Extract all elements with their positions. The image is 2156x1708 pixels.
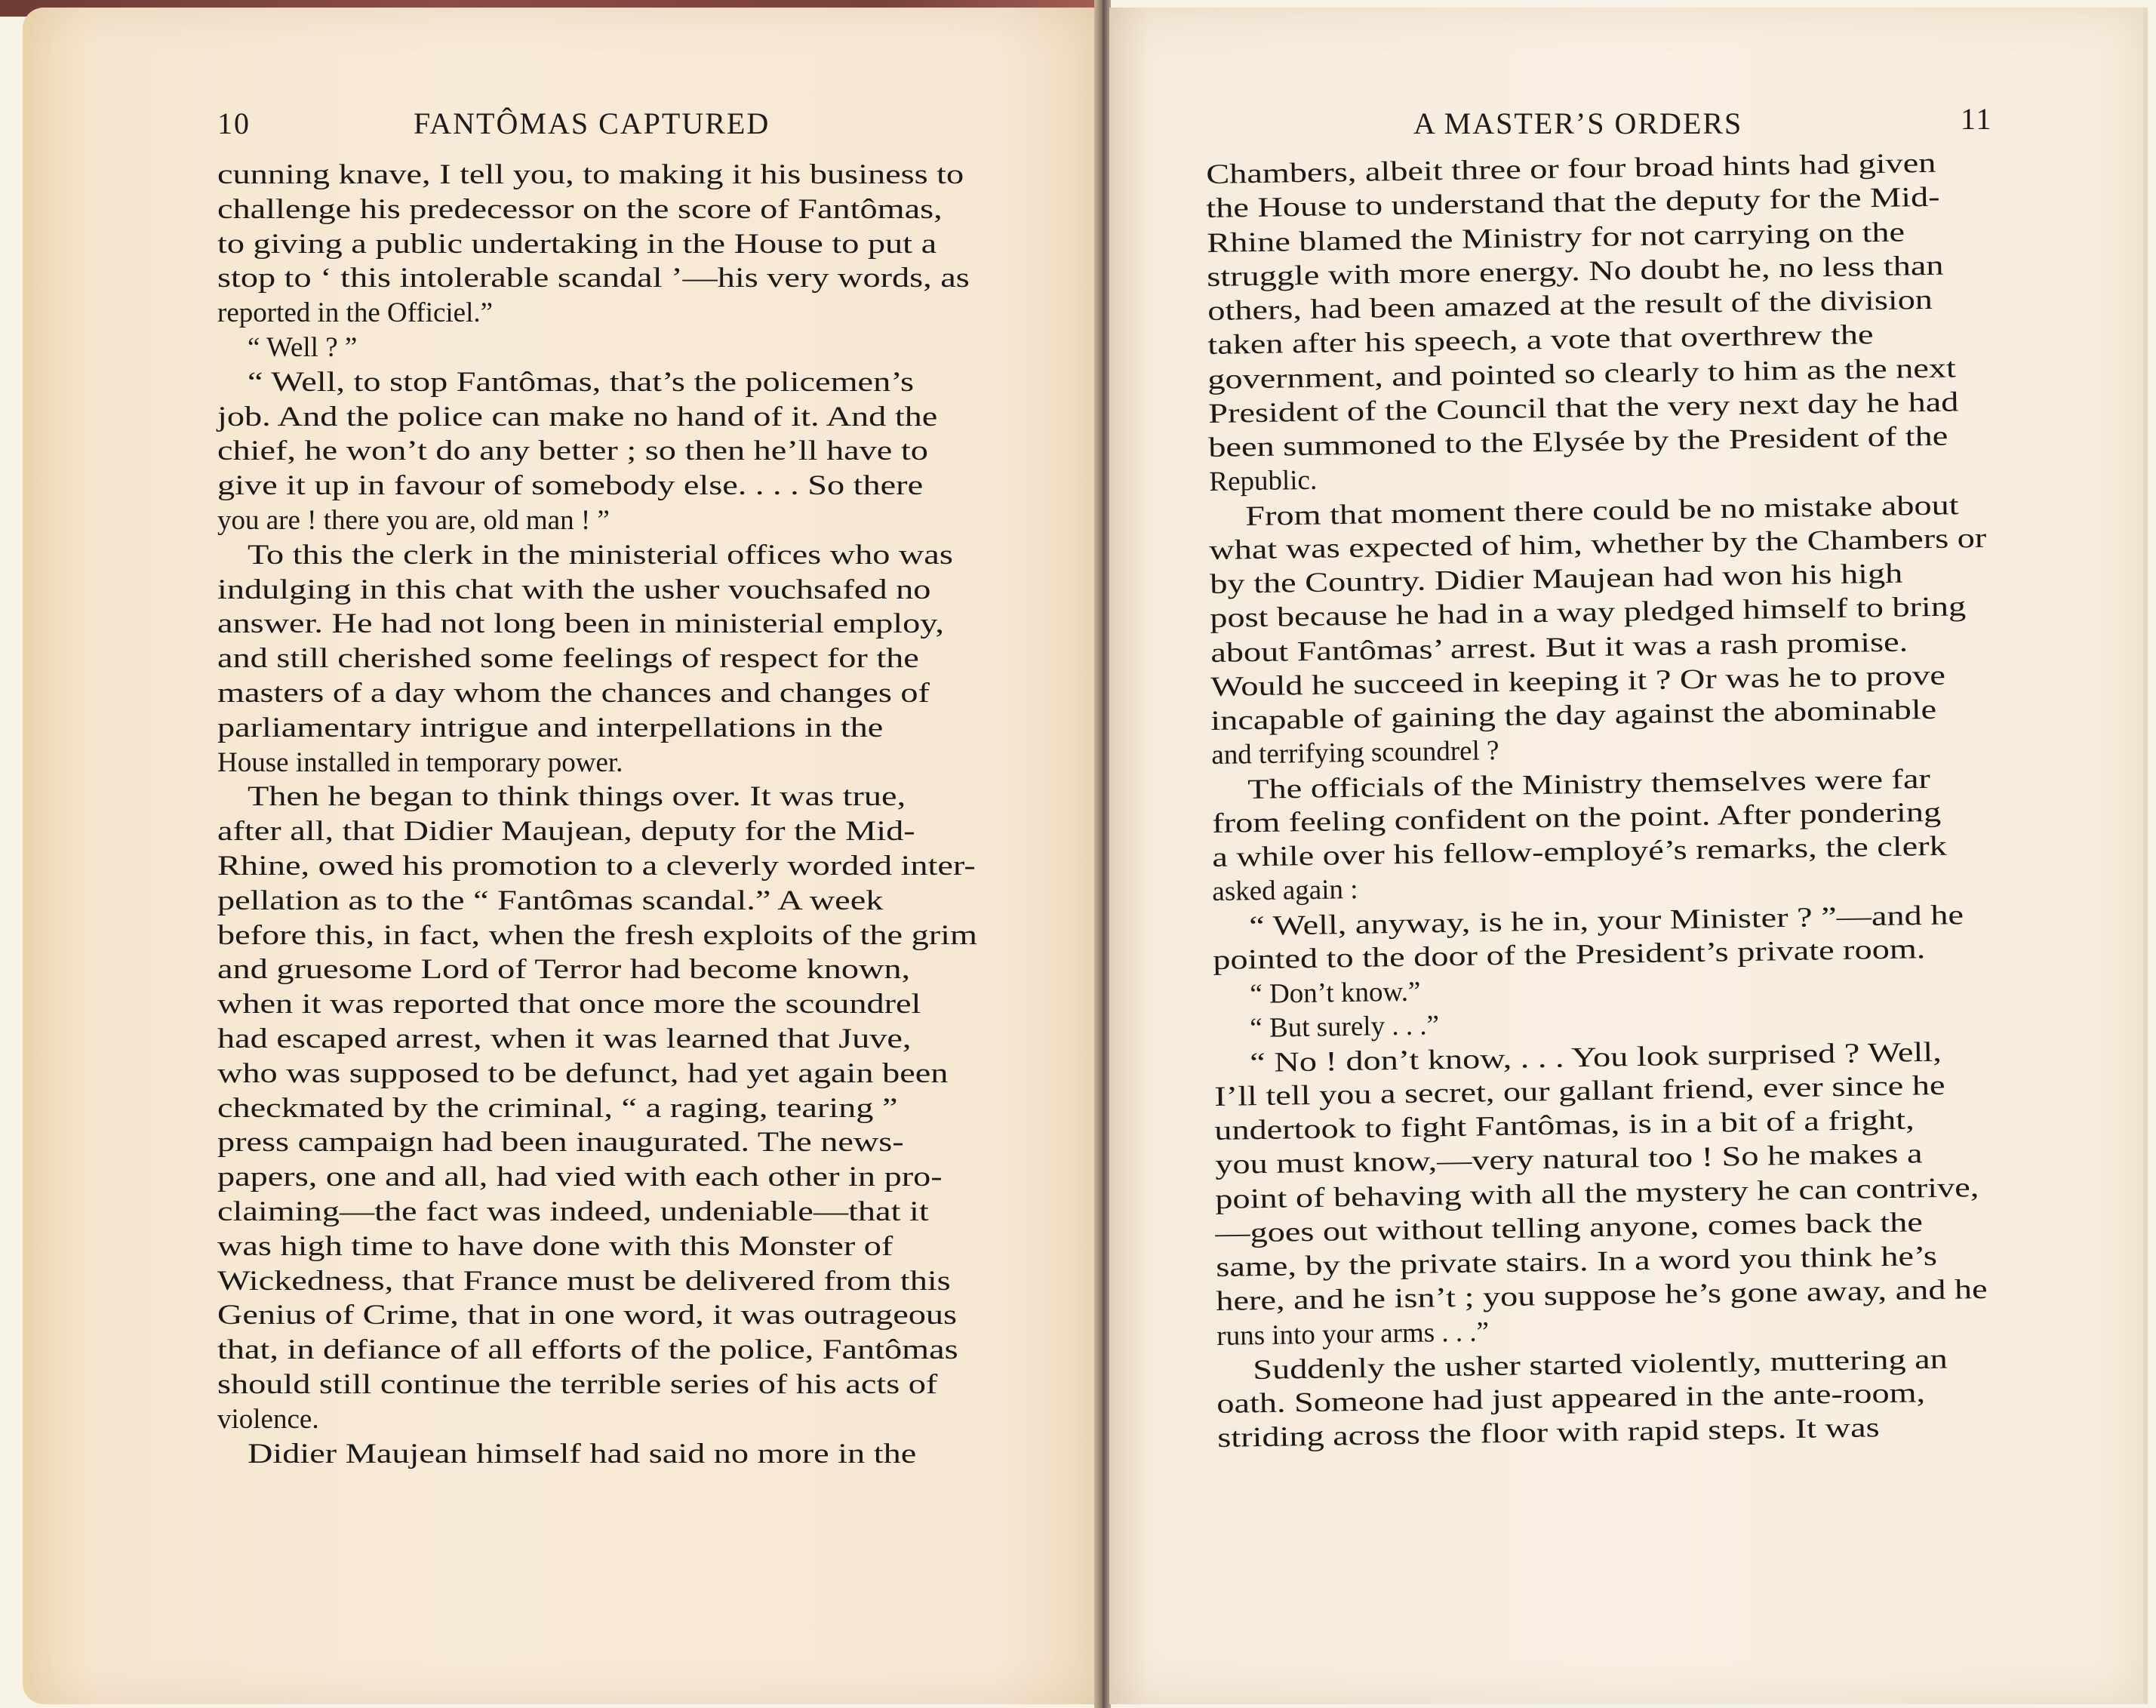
text-line: when it was reported that once more the scoundrel xyxy=(217,989,921,1020)
right-page-number: 11 xyxy=(1961,102,1993,136)
text-line: claiming—the fact was indeed, undeniable—that it xyxy=(217,1196,929,1227)
text-line: runs into your arms . . .” xyxy=(1216,1316,1489,1352)
text-line: others, had been amazed at the result of the division xyxy=(1207,284,1933,327)
text-line: parliamentary intrigue and interpellations in the xyxy=(217,712,884,743)
text-line: stop to ‘ this intolerable scandal ’—his very words, as xyxy=(217,263,970,294)
text-line: “ Well, anyway, is he in, your Minister ? ”—and he xyxy=(1248,899,1964,942)
text-line: “ No ! don’t know, . . . You look surprised ? Well, xyxy=(1250,1036,1942,1079)
text-line: “ Well, to stop Fantômas, that’s the policemen’s xyxy=(248,366,915,398)
text-line: had escaped arrest, when it was learned that Juve, xyxy=(217,1023,912,1054)
text-line: was high time to have done with this Monster of xyxy=(217,1230,893,1262)
text-line: striding across the floor with rapid steps. It was xyxy=(1216,1412,1880,1454)
text-line: House installed in temporary power. xyxy=(217,746,623,778)
text-line: and gruesome Lord of Terror had become known, xyxy=(217,954,911,986)
text-line: by the Country. Didier Maujean had won his high xyxy=(1209,558,1903,600)
text-line: job. And the police can make no hand of it. And the xyxy=(217,401,938,432)
text-line: Didier Maujean himself had said no more in the xyxy=(248,1438,917,1469)
text-line: Then he began to think things over. It was true, xyxy=(248,781,906,813)
text-line: oath. Someone had just appeared in the ante-room, xyxy=(1216,1377,1926,1420)
text-line: Rhine, owed his promotion to a cleverly worded inter- xyxy=(217,851,976,882)
text-line: government, and pointed so clearly to him as the next xyxy=(1207,352,1957,395)
text-line: Chambers, albeit three or four broad hints had given xyxy=(1206,147,1936,190)
text-line: struggle with more energy. No doubt he, no less than xyxy=(1207,250,1944,293)
text-line: that, in defiance of all efforts of the police, Fantômas xyxy=(217,1334,958,1366)
text-line: indulging in this chat with the usher vouchsafed no xyxy=(217,574,931,605)
text-line: Would he succeed in keeping it ? Or was he to prove xyxy=(1210,660,1946,703)
book-gutter xyxy=(1094,0,1111,1708)
text-line: Wickedness, that France must be delivered from this xyxy=(217,1265,951,1297)
text-line: checkmated by the criminal, “ a raging, tearing ” xyxy=(217,1092,898,1124)
text-line: challenge his predecessor on the score of Fantômas, xyxy=(217,193,943,225)
text-line: should still continue the terrible series of his acts of xyxy=(217,1369,938,1400)
text-line: The officials of the Ministry themselves were far xyxy=(1247,763,1931,805)
text-line: masters of a day whom the chances and changes of xyxy=(217,678,930,709)
text-line: From that moment there could be no mistake about xyxy=(1245,489,1959,532)
text-line: I’ll tell you a secret, our gallant friend, ever since he xyxy=(1213,1069,1945,1113)
text-line: point of behaving with all the mystery he can contrive, xyxy=(1215,1171,1979,1215)
text-line: “ But surely . . .” xyxy=(1250,1010,1440,1045)
text-line: to giving a public undertaking in the House to put a xyxy=(217,228,937,260)
text-line: before this, in fact, when the fresh exploits of the grim xyxy=(217,919,977,951)
text-line: violence. xyxy=(217,1403,319,1435)
text-line: and terrifying scoundrel ? xyxy=(1210,735,1499,771)
text-line: give it up in favour of somebody else. . . . So there xyxy=(217,470,924,502)
left-page-number: 10 xyxy=(217,106,251,140)
text-line: “ Don’t know.” xyxy=(1249,976,1421,1010)
text-line: the House to understand that the deputy for the Mid- xyxy=(1206,181,1941,225)
text-line: been summoned to the Elysée by the President of the xyxy=(1208,420,1948,463)
text-line: you are ! there you are, old man ! ” xyxy=(217,505,610,536)
text-line: incapable of gaining the day against the abominable xyxy=(1210,694,1937,737)
text-line: who was supposed to be defunct, had yet again been xyxy=(217,1057,949,1089)
text-line: pointed to the door of the President’s private room. xyxy=(1213,933,1926,976)
left-running-head: FANTÔMAS CAPTURED xyxy=(414,106,770,140)
text-line: here, and he isn’t ; you suppose he’s gone away, and he xyxy=(1216,1274,1988,1318)
text-line: from feeling confident on the point. After pondering xyxy=(1211,796,1941,839)
text-line: “ Well ? ” xyxy=(248,332,358,363)
text-line: asked again : xyxy=(1212,874,1359,908)
text-line: answer. He had not long been in ministerial employ, xyxy=(217,608,944,640)
text-line: a while over his fellow-employé’s remarks, the clerk xyxy=(1212,830,1948,873)
text-line: Republic. xyxy=(1208,465,1318,498)
text-line: and still cherished some feelings of respect for the xyxy=(217,643,919,675)
text-line: Suddenly the usher started violently, muttering an xyxy=(1253,1343,1948,1386)
text-line: about Fantômas’ arrest. But it was a rash promise. xyxy=(1210,626,1908,669)
text-line: same, by the private stairs. In a word you think he’s xyxy=(1215,1240,1937,1283)
text-line: taken after his speech, a vote that overthrew the xyxy=(1207,319,1874,362)
text-line: after all, that Didier Maujean, deputy for the Mid- xyxy=(217,816,915,848)
text-line: cunning knave, I tell you, to making it his business to xyxy=(217,159,964,190)
right-running-head: A MASTER’S ORDERS xyxy=(1413,106,1743,140)
text-line: pellation as to the “ Fantômas scandal.” A week xyxy=(217,885,884,916)
text-line: you must know,—very natural too ! So he makes a xyxy=(1214,1138,1923,1181)
text-line: To this the clerk in the ministerial offices who was xyxy=(248,539,953,571)
text-line: papers, one and all, had vied with each other in pro- xyxy=(217,1162,943,1193)
text-line: reported in the Officiel.” xyxy=(217,297,494,329)
text-line: —goes out without telling anyone, comes back the xyxy=(1215,1207,1924,1249)
text-line: Genius of Crime, that in one word, it was outrageous xyxy=(217,1300,958,1331)
text-line: President of the Council that the very next day he had xyxy=(1207,386,1959,429)
text-line: chief, he won’t do any better ; so then he’ll have to xyxy=(217,435,928,467)
text-line: Rhine blamed the Ministry for not carrying on the xyxy=(1206,216,1905,259)
text-line: undertook to fight Fantômas, is in a bit of a fright, xyxy=(1214,1104,1915,1146)
text-line: what was expected of him, whether by the Chambers or xyxy=(1209,522,1987,566)
text-line: post because he had in a way pledged himself to bring xyxy=(1210,591,1967,635)
text-line: press campaign had been inaugurated. The news- xyxy=(217,1127,904,1159)
